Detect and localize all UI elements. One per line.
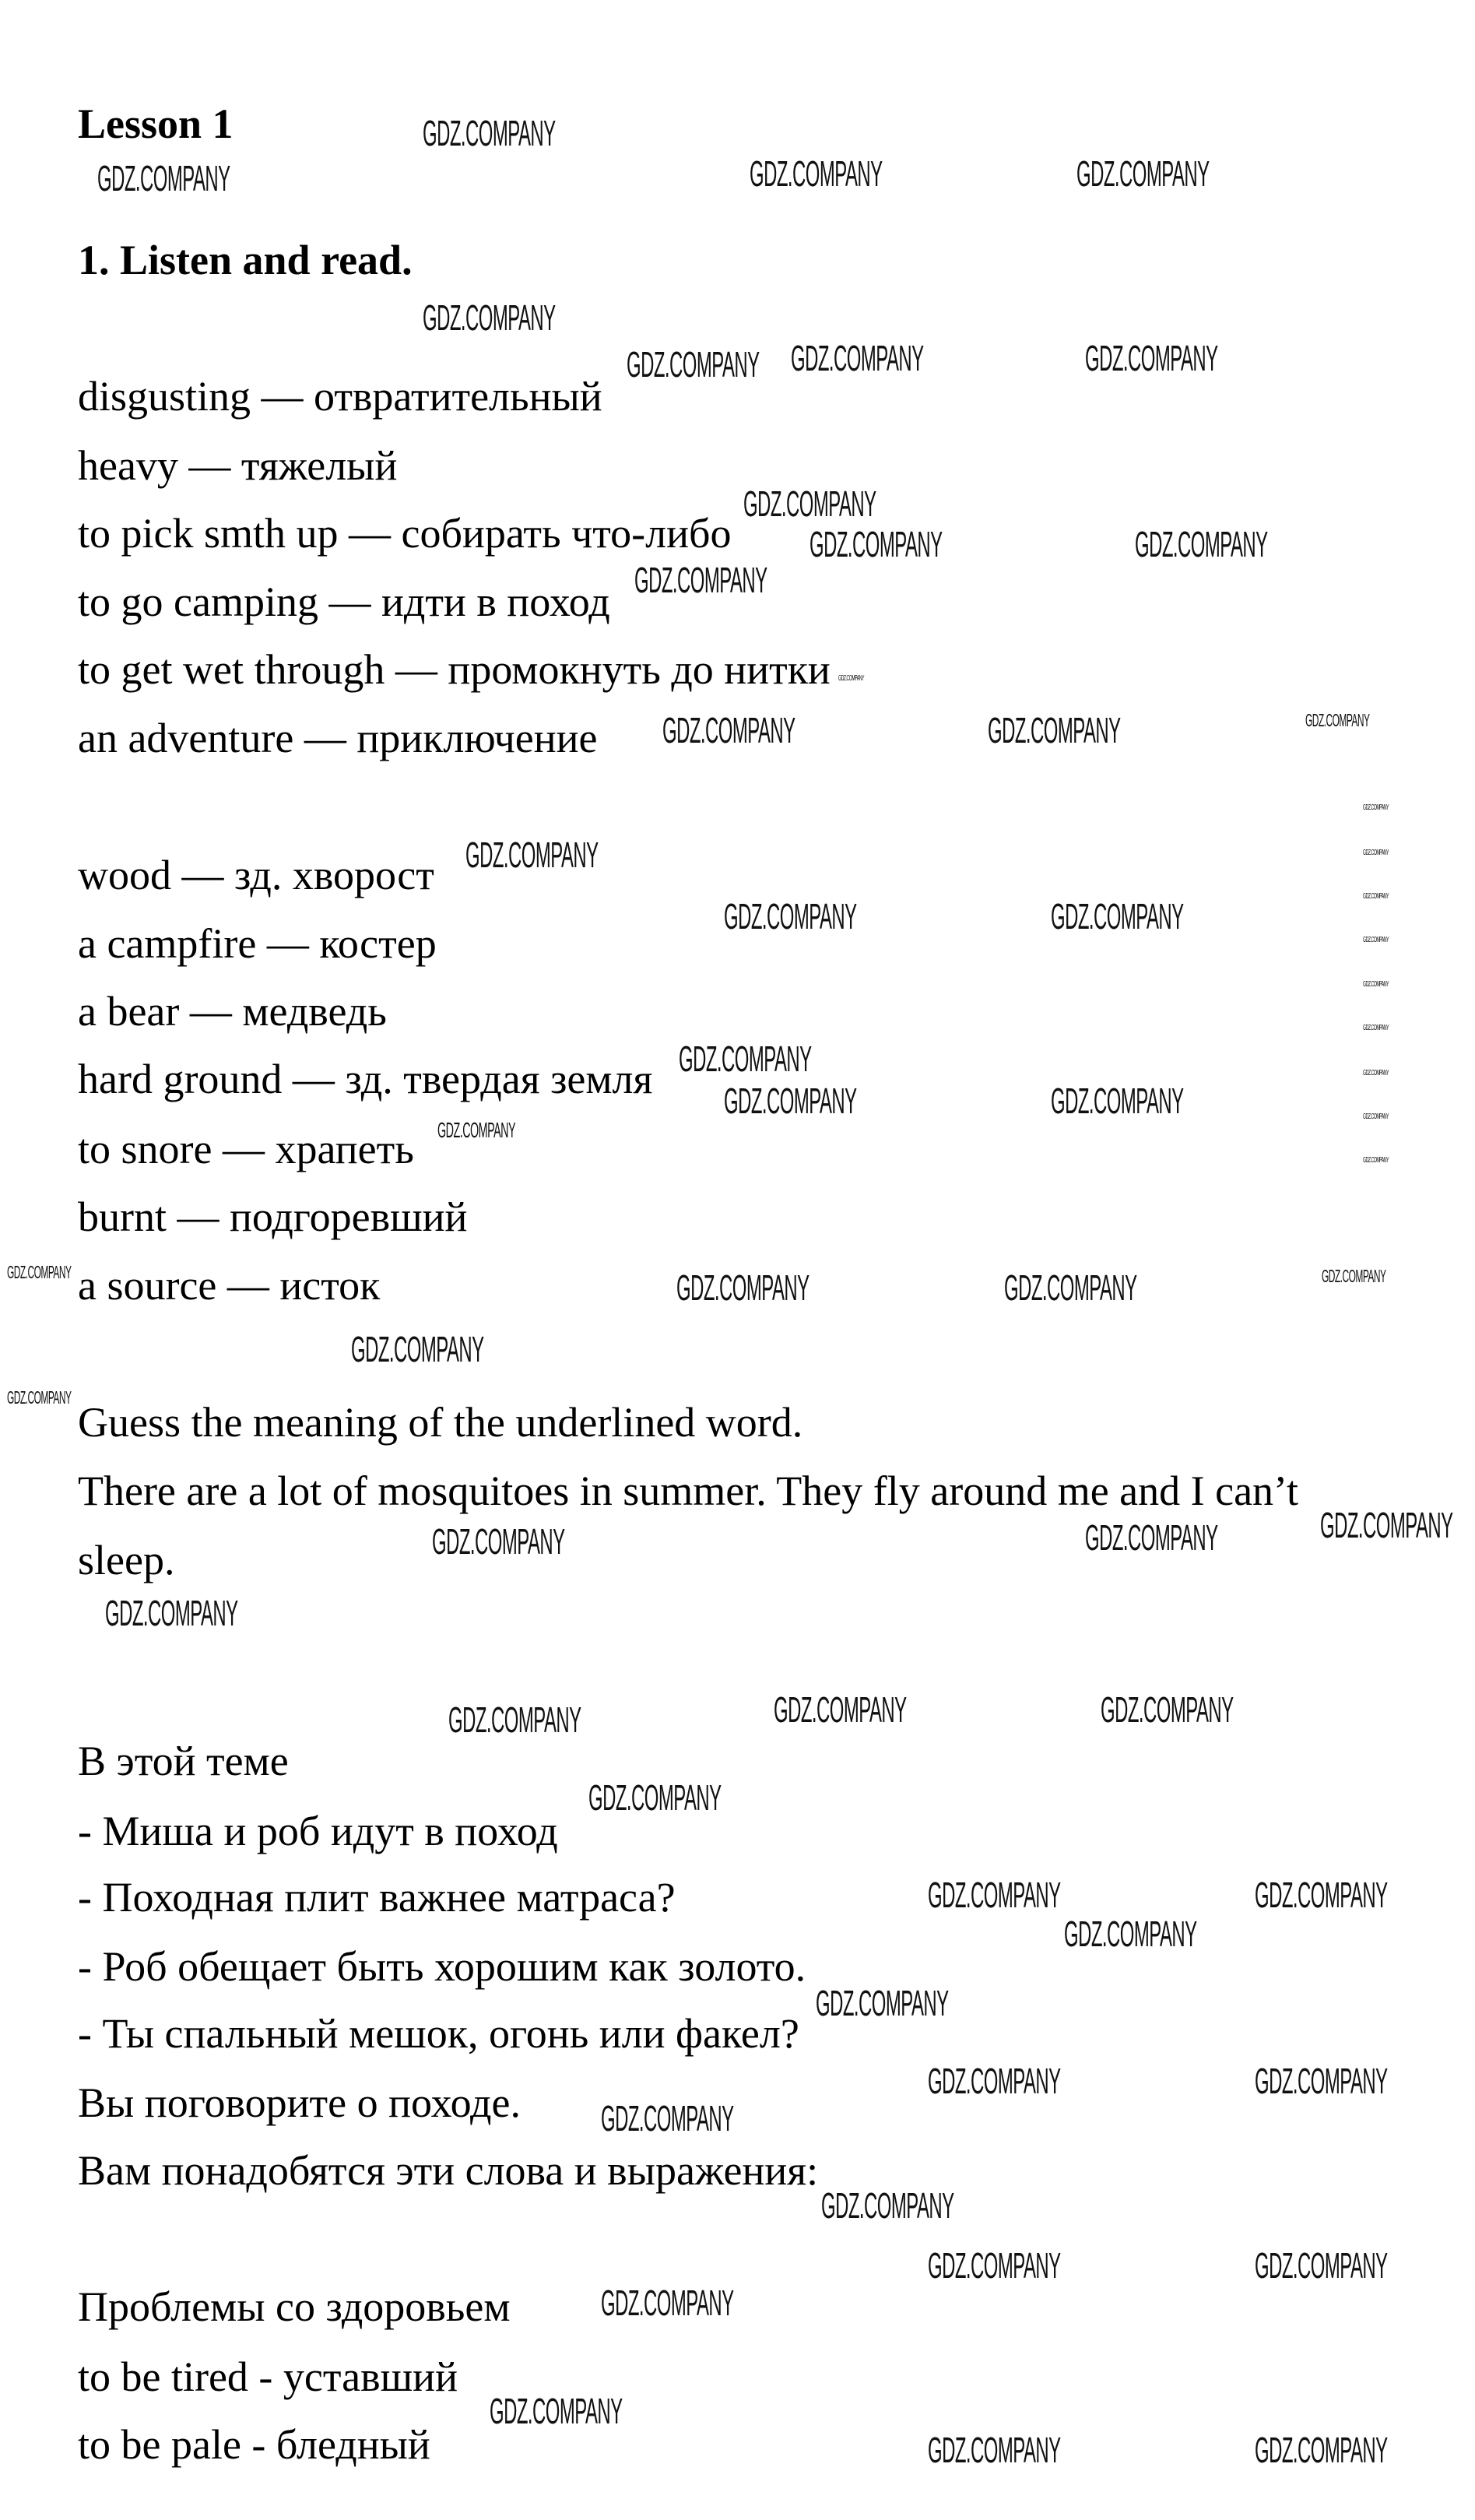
watermark: GDZ.COMPANY xyxy=(1363,892,1389,902)
watermark: GDZ.COMPANY xyxy=(422,297,556,338)
vocabulary-item: to snore — храпеть xyxy=(78,1125,414,1172)
watermark: GDZ.COMPANY xyxy=(790,337,924,378)
vocabulary-item: a campfire — костер xyxy=(78,919,437,967)
watermark: GDZ.COMPANY xyxy=(774,1689,907,1731)
task-instruction: Guess the meaning of the underlined word. xyxy=(78,1399,803,1446)
vocabulary-item: to be pale - бледный xyxy=(78,2420,430,2468)
text-line: - Ты спальный мешок, огонь или факел? xyxy=(78,2009,799,2057)
vocabulary-item: an adventure — приключение xyxy=(78,714,598,761)
watermark: GDZ.COMPANY xyxy=(432,1520,565,1562)
watermark: GDZ.COMPANY xyxy=(1255,2244,1388,2286)
watermark: GDZ.COMPANY xyxy=(490,2391,623,2432)
topic-heading: В этой теме xyxy=(78,1738,289,1785)
watermark: GDZ.COMPANY xyxy=(1321,1265,1385,1286)
watermark: GDZ.COMPANY xyxy=(1363,1069,1389,1078)
text-line: Вам понадобятся эти слова и выражения: xyxy=(78,2147,819,2195)
lesson-title: Lesson 1 xyxy=(78,100,234,148)
vocabulary-item: wood — зд. хворост xyxy=(78,852,434,899)
watermark: GDZ.COMPANY xyxy=(1363,936,1389,945)
watermark: GDZ.COMPANY xyxy=(97,157,230,199)
watermark: GDZ.COMPANY xyxy=(634,559,767,600)
watermark: GDZ.COMPANY xyxy=(723,896,857,937)
vocabulary-item: to pick smth up — собирать что-либо xyxy=(78,510,732,557)
watermark: GDZ.COMPANY xyxy=(1319,1505,1453,1546)
watermark: GDZ.COMPANY xyxy=(600,2282,734,2323)
watermark: GDZ.COMPANY xyxy=(105,1592,238,1633)
vocabulary-item: to go camping — идти в поход xyxy=(78,578,610,625)
watermark: GDZ.COMPANY xyxy=(1050,1081,1184,1122)
watermark: GDZ.COMPANY xyxy=(448,1699,581,1740)
vocabulary-item: hard ground — зд. твердая земля xyxy=(78,1056,653,1103)
watermark: GDZ.COMPANY xyxy=(422,112,556,153)
watermark: GDZ.COMPANY xyxy=(743,483,876,524)
watermark: GDZ.COMPANY xyxy=(1363,849,1389,858)
watermark: GDZ.COMPANY xyxy=(626,344,760,385)
watermark: GDZ.COMPANY xyxy=(1050,896,1184,937)
watermark: GDZ.COMPANY xyxy=(676,1267,810,1308)
watermark: GDZ.COMPANY xyxy=(927,2430,1061,2471)
watermark: GDZ.COMPANY xyxy=(465,835,599,876)
watermark: GDZ.COMPANY xyxy=(437,1117,516,1142)
watermark: GDZ.COMPANY xyxy=(927,1874,1061,1915)
watermark: GDZ.COMPANY xyxy=(723,1081,857,1122)
watermark: GDZ.COMPANY xyxy=(816,1982,950,2023)
watermark: GDZ.COMPANY xyxy=(1363,803,1389,812)
vocabulary-item: to be tired - уставший xyxy=(78,2353,458,2400)
watermark: GDZ.COMPANY xyxy=(838,673,865,683)
watermark: GDZ.COMPANY xyxy=(7,1262,72,1283)
vocabulary-item: burnt — подгоревший xyxy=(78,1193,468,1241)
watermark: GDZ.COMPANY xyxy=(1084,1517,1218,1559)
watermark: GDZ.COMPANY xyxy=(750,153,883,194)
text-line: Вы поговорите о походе. xyxy=(78,2079,521,2126)
watermark: GDZ.COMPANY xyxy=(1363,979,1389,989)
watermark: GDZ.COMPANY xyxy=(1255,2430,1388,2471)
text-line: - Роб обещает быть хорошим как золото. xyxy=(78,1943,806,1991)
watermark: GDZ.COMPANY xyxy=(1003,1267,1137,1308)
vocabulary-item: a source — исток xyxy=(78,1261,381,1309)
watermark: GDZ.COMPANY xyxy=(662,710,795,751)
exercise-title: 1. Listen and read. xyxy=(78,236,413,283)
watermark: GDZ.COMPANY xyxy=(1076,153,1210,194)
watermark: GDZ.COMPANY xyxy=(1255,1874,1388,1915)
vocabulary-item: heavy — тяжелый xyxy=(78,442,398,490)
vocabulary-item: to get wet through — промокнуть до нитки xyxy=(78,646,831,694)
watermark: GDZ.COMPANY xyxy=(1084,337,1218,378)
watermark: GDZ.COMPANY xyxy=(821,2184,954,2226)
watermark: GDZ.COMPANY xyxy=(927,2060,1061,2101)
watermark: GDZ.COMPANY xyxy=(1135,523,1268,564)
watermark: GDZ.COMPANY xyxy=(1363,1112,1389,1122)
watermark: GDZ.COMPANY xyxy=(678,1039,812,1080)
watermark: GDZ.COMPANY xyxy=(1305,710,1370,731)
watermark: GDZ.COMPANY xyxy=(7,1387,72,1408)
watermark: GDZ.COMPANY xyxy=(1064,1913,1197,1954)
watermark: GDZ.COMPANY xyxy=(351,1328,484,1369)
watermark: GDZ.COMPANY xyxy=(1101,1689,1234,1731)
vocabulary-item: a bear — медведь xyxy=(78,988,387,1035)
example-sentence: There are a lot of mosquitoes in summer. They fly around me and I can’t xyxy=(78,1467,1299,1514)
section-heading: Проблемы со здоровьем xyxy=(78,2283,511,2331)
vocabulary-item: disgusting — отвратительный xyxy=(78,372,602,420)
text-line: - Походная плит важнее матраса? xyxy=(78,1873,676,1921)
watermark: GDZ.COMPANY xyxy=(1363,1156,1389,1165)
watermark: GDZ.COMPANY xyxy=(1363,1023,1389,1032)
watermark: GDZ.COMPANY xyxy=(987,710,1121,751)
watermark: GDZ.COMPANY xyxy=(1255,2060,1388,2101)
watermark: GDZ.COMPANY xyxy=(927,2244,1061,2286)
watermark: GDZ.COMPANY xyxy=(809,523,943,564)
example-sentence: sleep. xyxy=(78,1537,175,1584)
watermark: GDZ.COMPANY xyxy=(588,1777,722,1818)
watermark: GDZ.COMPANY xyxy=(600,2097,734,2139)
text-line: - Миша и роб идут в поход xyxy=(78,1807,558,1854)
